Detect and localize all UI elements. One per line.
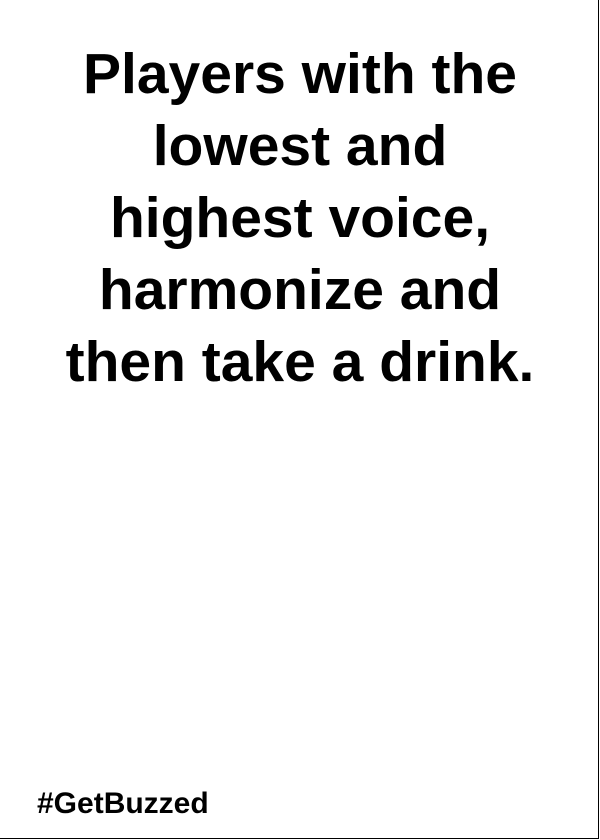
card-hashtag: #GetBuzzed [37, 787, 209, 820]
card-bottom-border [0, 838, 599, 839]
card-right-border [598, 0, 599, 838]
card-prompt-text: Players with the lowest and highest voice, harmonize and then take a drink. [65, 42, 535, 394]
